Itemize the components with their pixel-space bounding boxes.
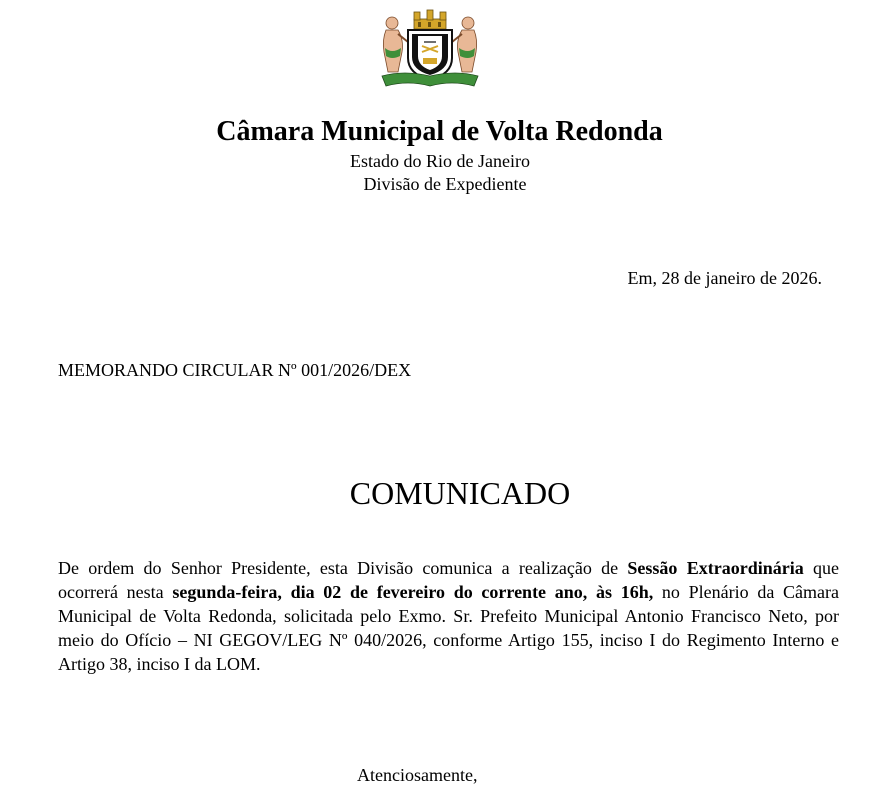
- left-supporter-figure: [383, 17, 408, 72]
- crown-icon: [414, 10, 446, 29]
- body-text-part3: no Plenário da Câmara Municipal de Volta Redonda, solicitada pelo Exmo. Sr. Prefeito Municipal Antonio Francisco Neto, por meio do Ofício – NI GEGOV/LEG Nº 040/2026, conforme Artigo 155, inciso I do Regimento Interno e Artigo 38, inciso I da LOM.: [58, 582, 839, 674]
- closing-salutation: Atenciosamente,: [357, 765, 478, 785]
- body-text-part2: que ocorrerá nesta: [58, 558, 839, 602]
- right-supporter-figure: [452, 17, 477, 72]
- institution-name: Câmara Municipal de Volta Redonda: [216, 116, 663, 147]
- notice-body: [58, 556, 839, 676]
- letterhead: [0, 114, 880, 196]
- document-date: Em, 28 de janeiro de 2026.: [627, 268, 822, 288]
- session-type: Sessão Extraordinária: [627, 558, 804, 578]
- memo-number: MEMORANDO CIRCULAR Nº 001/2026/DEX: [58, 360, 412, 380]
- state-name: Estado do Rio de Janeiro: [350, 151, 530, 171]
- session-datetime: segunda-feira, dia 02 de fevereiro do corrente ano, às 16h,: [172, 582, 654, 602]
- shield-icon: [408, 30, 452, 80]
- division-name: Divisão de Expediente: [363, 174, 527, 194]
- coat-of-arms-icon: [374, 6, 486, 92]
- notice-title: COMUNICADO: [349, 475, 571, 511]
- body-text-part1: De ordem do Senhor Presidente, esta Divisão comunica a realização de: [58, 558, 628, 578]
